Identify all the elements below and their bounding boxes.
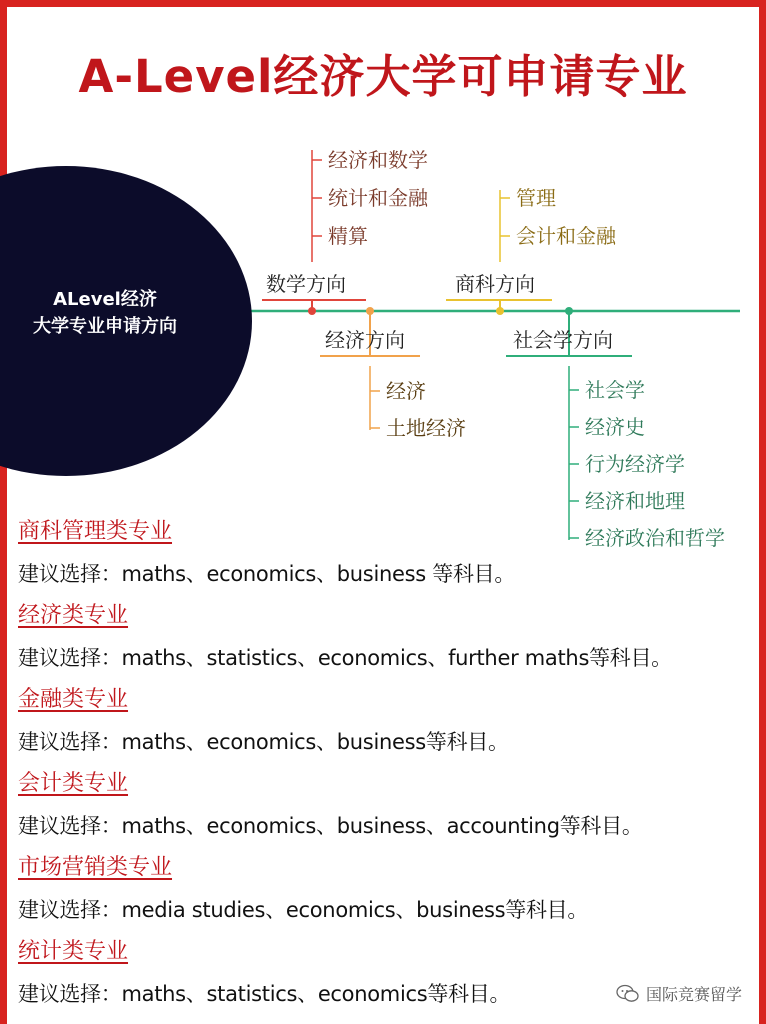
math-item: 经济和数学 [328,148,428,172]
major-advice: 建议选择：maths、statistics、economics等科目。 [18,982,511,1006]
sociology-item: 经济史 [585,415,645,439]
major-advice: 建议选择：maths、statistics、economics、further maths等科目。 [18,646,672,670]
major-advice: 建议选择：media studies、economics、business等科目。 [18,898,589,922]
business-item: 管理 [516,186,556,210]
watermark-text: 国际竞赛留学 [645,985,742,1004]
wechat-icon [616,984,640,1004]
branch-sociology-label: 社会学方向 [513,328,613,352]
major-advice: 建议选择：maths、economics、business 等科目。 [18,562,516,586]
soc-node [565,307,573,315]
center-label-line2: 大学专业申请方向 [33,316,177,337]
major-heading: 统计类专业 [18,939,129,964]
major-advice: 建议选择：maths、economics、business、accounting等科目。 [18,814,643,838]
sociology-item: 行为经济学 [585,452,685,476]
page-title: A-Level经济大学可申请专业 [78,50,688,103]
major-heading: 经济类专业 [18,603,129,628]
major-heading: 市场营销类专业 [18,855,173,880]
econ-node [366,307,374,315]
economics-item: 土地经济 [386,416,466,440]
major-heading: 金融类专业 [18,687,129,712]
majors-list [18,518,748,1022]
center-label-line1: ALevel经济 [53,289,157,310]
branch-economics-label: 经济方向 [325,328,405,352]
math-item: 统计和金融 [328,186,428,210]
watermark [616,982,742,1005]
sociology-item: 社会学 [585,378,645,402]
major-advice: 建议选择：maths、economics、business等科目。 [18,730,509,754]
business-item: 会计和金融 [516,224,616,248]
math-item: 精算 [328,224,368,248]
major-heading: 商科管理类专业 [18,519,173,544]
math-node [308,307,316,315]
center-label [0,286,210,340]
branch-math-label: 数学方向 [266,272,346,296]
sociology-item: 经济和地理 [585,489,685,513]
sociology-item: 经济政治和哲学 [585,526,725,550]
economics-item: 经济 [386,379,426,403]
branch-business-label: 商科方向 [455,272,535,296]
business-node [496,307,504,315]
major-heading: 会计类专业 [18,771,129,796]
